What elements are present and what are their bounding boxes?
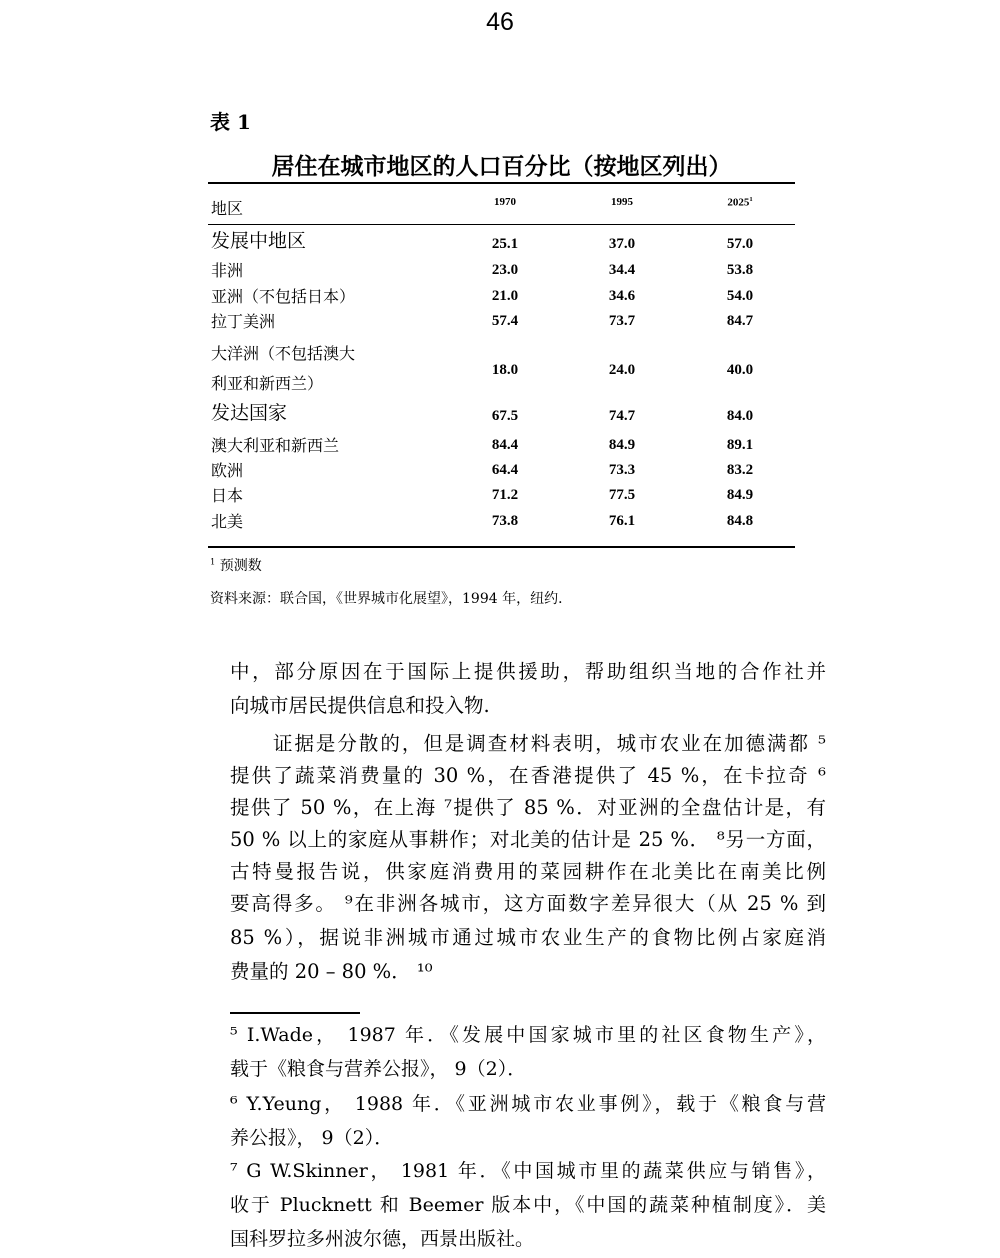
table-row [208,509,795,535]
paragraph-line: 证据是分散的，但是调查材料表明，城市农业在加德满都 ⁵ [230,732,826,755]
footnote-line: 养公报》， 9（2）． [230,1127,394,1149]
table-row [208,258,795,284]
table-source: 资料来源：联合国，《世界城市化展望》，1994 年，纽约． [210,591,573,607]
header-1970: 1970 [494,196,516,208]
paragraph-line: 提供了蔬菜消费量的 30 %，在香港提供了 45 %，在卡拉奇 ⁶ [230,764,826,787]
paragraph-line: 向城市居民提供信息和投入物. [230,694,490,717]
table-row [208,458,795,484]
region-label: 拉丁美洲 [211,312,276,331]
paragraph-line: 50 % 以上的家庭从事耕作；对北美的估计是 25 %． ⁸另一方面， [230,828,826,851]
cell-value: 77.5 [608,487,636,503]
cell-value: 84.0 [726,408,754,424]
footnote-line: 收于 Plucknett 和 Beemer 版本中，《中国的蔬菜种植制度》．美 [230,1194,826,1216]
cell-value: 34.6 [608,288,636,304]
table-bottom-rule [208,546,795,548]
cell-value: 84.8 [726,513,754,529]
paragraph-line: 中，部分原因在于国际上提供援助，帮助组织当地的合作社并 [230,660,826,683]
cell-value: 84.7 [726,313,754,329]
cell-value: 34.4 [608,262,636,278]
region-label: 发展中地区 [211,230,307,252]
region-label: 发达国家 [211,402,288,424]
cell-value: 23.0 [491,262,519,278]
region-label: 亚洲（不包括日本） [211,287,356,306]
footnote-line: 国科罗拉多州波尔德，西景出版社。 [230,1228,535,1250]
paragraph-line: 85 %），据说非洲城市通过城市农业生产的食物比例占家庭消 [230,926,826,949]
header-1995: 1995 [611,196,633,208]
table-row [208,309,795,335]
paragraph-line: 古特曼报告说，供家庭消费用的菜园耕作在北美比在南美比例 [230,860,826,883]
cell-value: 40.0 [726,362,754,378]
table-header-rule [208,224,795,225]
page-number: 46 [486,8,514,36]
cell-value: 64.4 [491,462,519,478]
paragraph-line: 提供了 50 %，在上海 ⁷提供了 85 %．对亚洲的全盘估计是，有 [230,796,826,819]
cell-value: 71.2 [491,487,519,503]
header-2025: 2025$^1$ [727,196,753,209]
table-footnote: $^1$ 预测数 [210,556,262,574]
cell-value: 57.0 [726,236,754,252]
table-title: 居住在城市地区的人口百分比（按地区列出） [271,154,732,180]
cell-value: 84.9 [608,437,636,453]
table-label: 表 1 [210,110,251,134]
header-region: 地区 [211,199,244,218]
table-top-rule [208,182,795,184]
cell-value: 37.0 [608,236,636,252]
table-row [208,404,795,430]
cell-value: 73.7 [608,313,636,329]
cell-value: 73.8 [491,513,519,529]
footnote-separator [230,1012,360,1014]
cell-value: 57.4 [491,313,519,329]
footnote-line: ⁶ Y.Yeung， 1988 年．《亚洲城市农业事例》，载于《粮食与营 [230,1093,826,1115]
cell-value: 53.8 [726,262,754,278]
cell-value: 84.9 [726,487,754,503]
table-row [208,433,795,459]
cell-value: 73.3 [608,462,636,478]
cell-value: 25.1 [491,236,519,252]
region-label-cont: 利亚和新西兰） [211,374,324,393]
paragraph-line: 要高得多。 ⁹在非洲各城市，这方面数字差异很大（从 25 % 到 [230,892,826,915]
region-label: 北美 [211,512,244,531]
table-header-row [208,196,795,222]
cell-value: 84.4 [491,437,519,453]
cell-value: 54.0 [726,288,754,304]
cell-value: 21.0 [491,288,519,304]
cell-value: 76.1 [608,513,636,529]
region-label: 非洲 [211,261,244,280]
cell-value: 24.0 [608,362,636,378]
cell-value: 18.0 [491,362,519,378]
region-label: 日本 [211,486,244,505]
footnote-line: ⁷ G W.Skinner， 1981 年．《中国城市里的蔬菜供应与销售》， [230,1160,826,1182]
cell-value: 89.1 [726,437,754,453]
paragraph-line: 费量的 20 – 80 %． ¹⁰ [230,960,433,983]
region-label: 澳大利亚和新西兰 [211,436,340,455]
table-row [208,232,795,258]
table-row [208,344,795,393]
region-label: 大洋洲（不包括澳大 [211,344,356,363]
table-row [208,284,795,310]
cell-value: 74.7 [608,408,636,424]
table-row [208,483,795,509]
cell-value: 83.2 [726,462,754,478]
cell-value: 67.5 [491,408,519,424]
footnote-line: 载于《粮食与营养公报》， 9（2）． [230,1058,527,1080]
footnote-line: ⁵ I.Wade， 1987 年．《发展中国家城市里的社区食物生产》， [230,1024,826,1046]
region-label: 欧洲 [211,461,244,480]
